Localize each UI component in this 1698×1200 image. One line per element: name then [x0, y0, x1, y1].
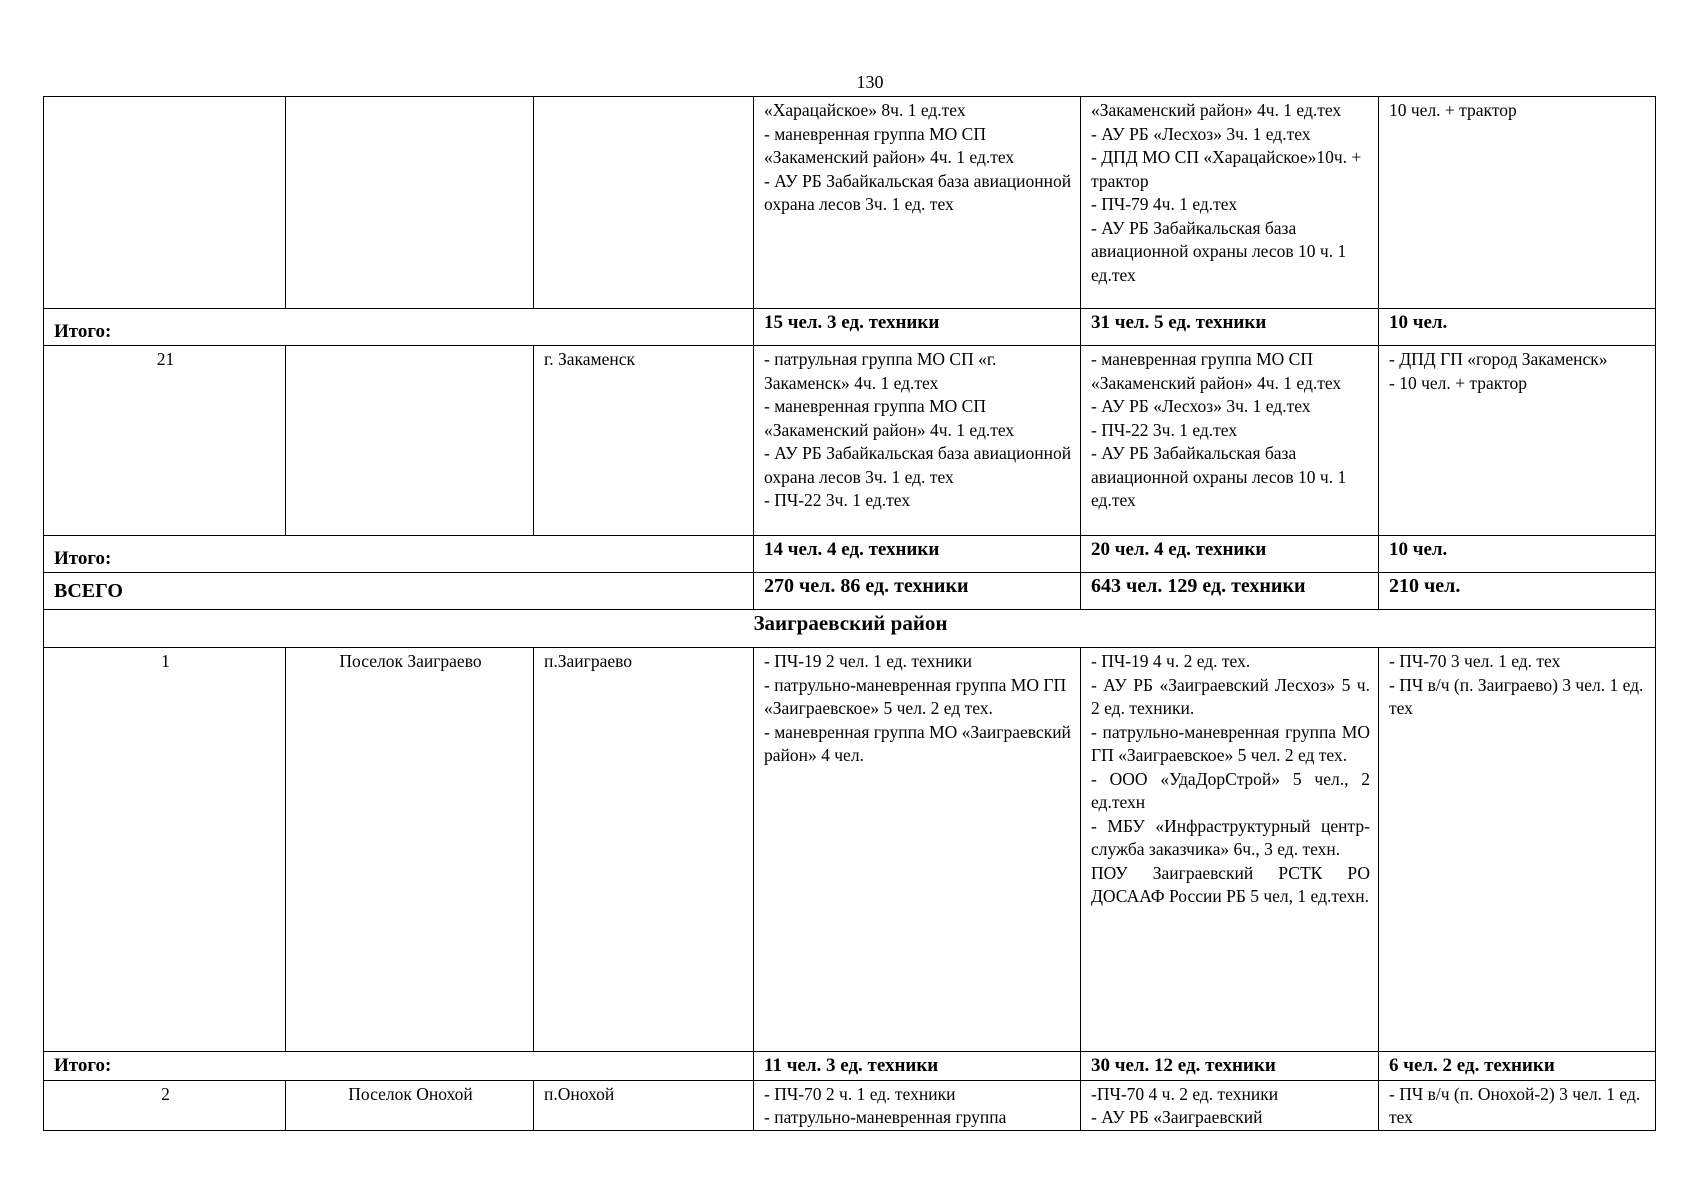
cell-line: - АУ РБ Забайкальская база авиационной охрана лесов 3ч. 1 ед. тех — [764, 170, 1072, 214]
cell-line: - маневренная группа МО СП «Закаменский район» 4ч. 1 ед.тех — [1091, 349, 1342, 393]
cell-locality: п.Заиграево — [534, 648, 754, 1052]
cell-line: - патрульная группа МО СП «г. Закаменск» 4ч. 1 ед.тех — [764, 349, 997, 393]
cell-line: - ПЧ-19 4 ч. 2 ед. тех. — [1091, 651, 1251, 671]
cell-line: - маневренная группа МО СП «Закаменский район» 4ч. 1 ед.тех — [764, 123, 1015, 167]
cell-locality — [534, 97, 754, 309]
total-forces-2: 20 чел. 4 ед. техники — [1081, 536, 1379, 573]
section-header-row — [44, 610, 1656, 648]
cell-line: - АУ РБ Забайкальская база авиационной охрана лесов 3ч. 1 ед. тех — [764, 443, 1072, 487]
cell-line: - ПЧ-70 2 ч. 1 ед. техники — [764, 1083, 956, 1104]
table-row — [44, 648, 1656, 1052]
grand-total-label: ВСЕГО — [44, 573, 754, 610]
cell-line: - ПЧ-19 2 чел. 1 ед. техники — [764, 651, 972, 671]
total-label: Итого: — [44, 1052, 754, 1081]
cell-line: - АУ РБ Забайкальская база авиационной охраны лесов 10 ч. 1 ед.тех — [1091, 443, 1347, 510]
cell-line: - ПЧ в/ч (п. Заиграево) 3 чел. 1 ед. тех — [1389, 674, 1644, 718]
total-forces-1: 11 чел. 3 ед. техники — [754, 1052, 1081, 1081]
cell-line: - маневренная группа МО СП «Закаменский район» 4ч. 1 ед.тех — [764, 396, 1015, 440]
cell-line: - патрульно-маневренная группа МО ГП «Заиграевское» 5 чел. 2 ед тех. — [1091, 721, 1370, 765]
section-title: Заиграевский район — [44, 610, 1656, 648]
cell-locality: г. Закаменск — [534, 346, 754, 536]
total-label: Итого: — [44, 309, 754, 346]
cell-line: -ПЧ-70 4 ч. 2 ед. техники — [1091, 1083, 1279, 1104]
cell-line: - 10 чел. + трактор — [1389, 372, 1527, 393]
cell-line: - АУ РБ «Заиграевский Лесхоз» 5 ч. 2 ед. техники. — [1091, 674, 1370, 718]
cell-forces-1 — [754, 346, 1081, 536]
cell-forces-2 — [1081, 1080, 1379, 1130]
cell-line: - АУ РБ «Лесхоз» 3ч. 1 ед.тех — [1091, 396, 1311, 416]
total-forces-3: 10 чел. — [1379, 309, 1656, 346]
cell-number: 2 — [44, 1080, 286, 1130]
cell-line: - ПЧ-70 3 чел. 1 ед. тех — [1389, 651, 1561, 671]
page-number: 130 — [856, 72, 884, 92]
cell-settlement: Поселок Заиграево — [286, 648, 534, 1052]
cell-line: - ДПД ГП «город Закаменск» — [1389, 349, 1608, 369]
total-forces-1: 14 чел. 4 ед. техники — [754, 536, 1081, 573]
cell-line: - патрульно-маневренная группа МО ГП «Заиграевское» 5 чел. 2 ед тех. — [764, 674, 1067, 718]
total-row — [44, 536, 1656, 573]
total-forces-2: 31 чел. 5 ед. техники — [1081, 309, 1379, 346]
cell-line: ПОУ Заиграевский РСТК РО ДОСААФ России РБ 5 чел, 1 ед.техн. — [1091, 862, 1370, 906]
cell-forces-3 — [1379, 1080, 1656, 1130]
cell-forces-1 — [754, 1080, 1081, 1130]
cell-line: 10 чел. + трактор — [1389, 100, 1517, 120]
total-label: Итого: — [44, 536, 754, 573]
cell-line: «Закаменский район» 4ч. 1 ед.тех — [1091, 100, 1342, 120]
cell-forces-1 — [754, 97, 1081, 309]
total-forces-3: 6 чел. 2 ед. техники — [1379, 1052, 1656, 1081]
cell-number: 21 — [44, 346, 286, 536]
cell-line: - ПЧ-22 3ч. 1 ед.тех — [1091, 419, 1238, 440]
total-row — [44, 1052, 1656, 1081]
total-row — [44, 309, 1656, 346]
cell-number — [44, 97, 286, 309]
cell-forces-2 — [1081, 648, 1379, 1052]
cell-line: «Харацайское» 8ч. 1 ед.тех — [764, 100, 966, 120]
cell-forces-2 — [1081, 97, 1379, 309]
cell-forces-1 — [754, 648, 1081, 1052]
total-forces-2: 30 чел. 12 ед. техники — [1081, 1052, 1379, 1081]
cell-settlement: Поселок Онохой — [286, 1080, 534, 1130]
cell-line: - АУ РБ «Заиграевский — [1091, 1107, 1263, 1127]
cell-line: - патрульно-маневренная группа — [764, 1107, 1007, 1127]
cell-forces-3 — [1379, 346, 1656, 536]
cell-number: 1 — [44, 648, 286, 1052]
cell-forces-3 — [1379, 648, 1656, 1052]
cell-line: - АУ РБ Забайкальская база авиационной охраны лесов 10 ч. 1 ед.тех — [1091, 217, 1347, 285]
table-row — [44, 346, 1656, 536]
table-row — [44, 1080, 1656, 1130]
cell-line: - МБУ «Инфраструктурный центр-служба заказчика» 6ч., 3 ед. техн. — [1091, 815, 1370, 859]
cell-line: - маневренная группа МО «Заиграевский район» 4 чел. — [764, 721, 1071, 765]
cell-forces-3 — [1379, 97, 1656, 309]
cell-line: - ПЧ в/ч (п. Онохой-2) 3 чел. 1 ед. тех — [1389, 1083, 1641, 1127]
cell-line: - ПЧ-79 4ч. 1 ед.тех — [1091, 194, 1238, 214]
cell-settlement — [286, 97, 534, 309]
cell-line: - ДПД МО СП «Харацайское»10ч. + трактор — [1091, 147, 1362, 191]
cell-settlement — [286, 346, 534, 536]
cell-line: - ПЧ-22 3ч. 1 ед.тех — [764, 490, 911, 510]
total-forces-3: 10 чел. — [1379, 536, 1656, 573]
grand-total-forces-2: 643 чел. 129 ед. техники — [1081, 573, 1379, 610]
grand-total-forces-1: 270 чел. 86 ед. техники — [754, 573, 1081, 610]
cell-locality: п.Онохой — [534, 1080, 754, 1130]
resource-table — [43, 96, 1656, 1131]
cell-line: - ООО «УдаДорСтрой» 5 чел., 2 ед.техн — [1091, 768, 1370, 812]
table-row — [44, 97, 1656, 309]
grand-total-forces-3: 210 чел. — [1379, 573, 1656, 610]
cell-line: - АУ РБ «Лесхоз» 3ч. 1 ед.тех — [1091, 123, 1311, 144]
grand-total-row — [44, 573, 1656, 610]
total-forces-1: 15 чел. 3 ед. техники — [754, 309, 1081, 346]
cell-forces-2 — [1081, 346, 1379, 536]
